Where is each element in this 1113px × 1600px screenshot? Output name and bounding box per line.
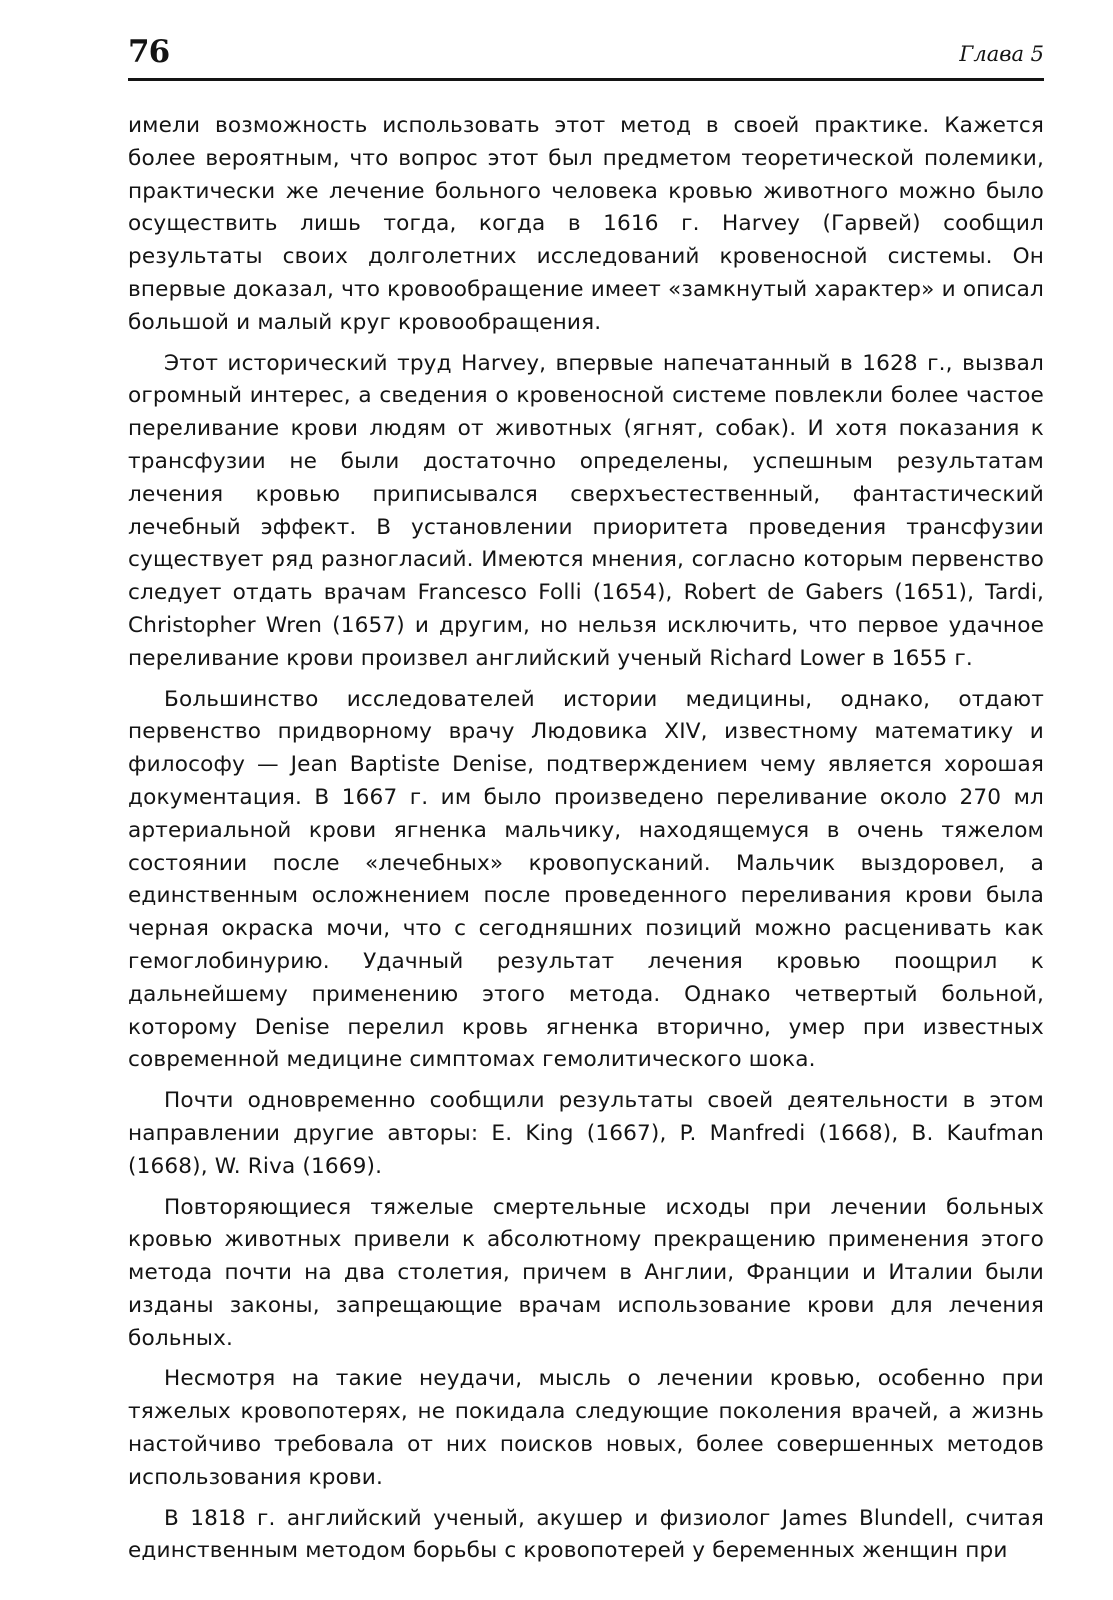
page-header: [128, 34, 1044, 81]
page-number: 76: [128, 34, 170, 70]
paragraph: Несмотря на такие неудачи, мысль о лечении кровью, особенно при тяжелых кровопотерях, не покидала следующие поколения врачей, а жизнь настойчиво требовала от них поисков новых, более совершенных методов использования крови.: [128, 1366, 1044, 1490]
paragraph-continued: имели возможность использовать этот метод в своей практике. Кажется более вероятным, что вопрос этот был предметом теоретической полемики, практически же лечение больного человека кровью животного можно было осуществить лишь тогда, когда в 1616 г. Harvey (Гарвей) сообщил результаты своих долголетних исследований кровеносной системы. Он впервые доказал, что кровообращение имеет «замкнутый характер» и описал большой и малый круг кровообращения.: [128, 113, 1044, 335]
page-body: [128, 110, 1044, 1576]
paragraph: В 1818 г. английский ученый, акушер и физиолог James Blundell, считая единственным методом борьбы с кровопотерей у беременных женщин при: [128, 1505, 1044, 1564]
paragraph: Большинство исследователей истории медицины, однако, отдают первенство придворному врачу Людовика XIV, известному математику и философу — Jean Baptiste Denise, подтверждением чему является хорошая документация. В 1667 г. им было произведено переливание около 270 мл артериальной крови ягненка мальчику, находящемуся в очень тяжелом состоянии после «лечебных» кровопусканий. Мальчик выздоровел, а единственным осложнением после проведенного переливания крови была черная окраска мочи, что с сегодняшних позиций можно расценивать как гемоглобинурию. Удачный результат лечения кровью поощрил к дальнейшему применению этого метода. Однако четвертый больной, которому Denise перелил кровь ягненка вторично, умер при известных современной медицине симптомах гемолитического шока.: [128, 686, 1044, 1073]
paragraph: Этот исторический труд Harvey, впервые напечатанный в 1628 г., вызвал огромный интерес, а сведения о кровеносной системе повлекли более частое переливание крови людям от животных (ягнят, собак). И хотя показания к трансфузии не были достаточно определены, успешным результатам лечения кровью приписывался сверхъестественный, фантастический лечебный эффект. В установлении приоритета проведения трансфузии существует ряд разногласий. Имеются мнения, согласно которым первенство следует отдать врачам Francesco Folli (1654), Robert de Gabers (1651), Tardi, Christopher Wren (1657) и другим, но нельзя исключить, что первое удачное переливание крови произвел английский ученый Richard Lower в 1655 г.: [128, 350, 1044, 671]
paragraph: Почти одновременно сообщили результаты своей деятельности в этом направлении другие авторы: E. King (1667), P. Manfredi (1668), B. Kaufman (1668), W. Riva (1669).: [128, 1088, 1044, 1179]
chapter-title: Глава 5: [959, 42, 1044, 66]
paragraph: Повторяющиеся тяжелые смертельные исходы при лечении больных кровью животных привели к абсолютному прекращению применения этого метода почти на два столетия, причем в Англии, Франции и Италии были изданы законы, запрещающие врачам использование крови для лечения больных.: [128, 1194, 1044, 1351]
